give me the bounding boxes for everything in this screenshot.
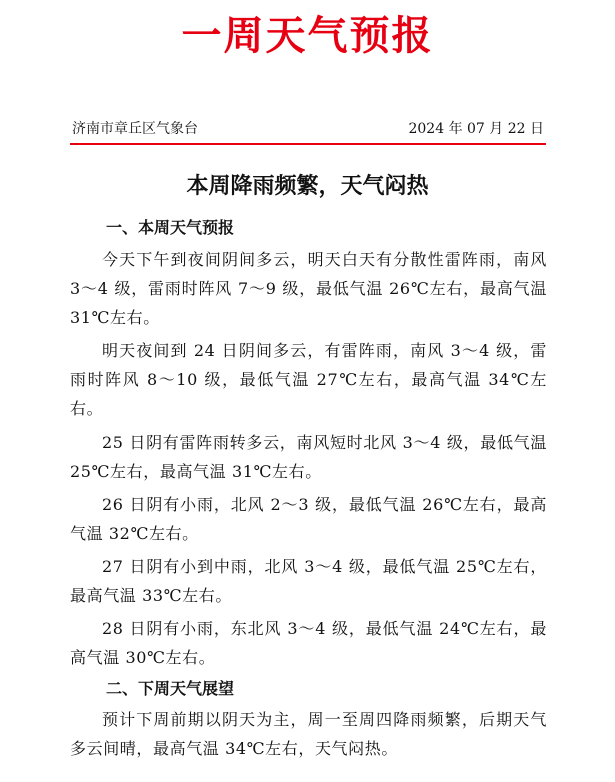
forecast-paragraph-day-27: 27 日阴有小到中雨，北风 3～4 级，最低气温 25℃左右，最高气温 33℃左右。 [70, 557, 547, 605]
issuer-row [72, 119, 544, 139]
document-title: 一周天气预报 [181, 13, 434, 59]
forecast-paragraph-tomorrow: 明天夜间到 24 日阴间多云，有雷阵雨，南风 3～4 级，雷雨时阵风 8～10 级，最低气温 27℃左右，最高气温 34℃左右。 [70, 341, 547, 418]
forecast-paragraph-day-25: 25 日阴有雷阵雨转多云，南风短时北风 3～4 级，最低气温 25℃左右，最高气温 31℃左右。 [70, 433, 547, 481]
issue-date: 2024 年 07 月 22 日 [408, 121, 544, 137]
red-divider [70, 143, 546, 145]
outlook-paragraph: 预计下周前期以阴天为主，周一至周四降雨频繁，后期天气多云间晴，最高气温 34℃左右，天气闷热。 [70, 710, 547, 758]
forecast-paragraph-day-28: 28 日阴有小雨，东北风 3～4 级，最低气温 24℃左右，最高气温 30℃左右。 [70, 619, 547, 667]
section-heading-weekly-forecast: 一、本周天气预报 [106, 218, 235, 237]
issuer-name: 济南市章丘区气象台 [72, 121, 198, 137]
section-heading-next-week-outlook: 二、下周天气展望 [106, 679, 235, 698]
forecast-paragraph-today: 今天下午到夜间阴间多云，明天白天有分散性雷阵雨，南风 3～4 级，雷雨时阵风 7～9 级，最低气温 26℃左右，最高气温 31℃左右。 [70, 250, 547, 327]
forecast-paragraph-day-26: 26 日阴有小雨，北风 2～3 级，最低气温 26℃左右，最高气温 32℃左右。 [70, 495, 547, 543]
headline: 本周降雨频繁，天气闷热 [186, 174, 429, 199]
